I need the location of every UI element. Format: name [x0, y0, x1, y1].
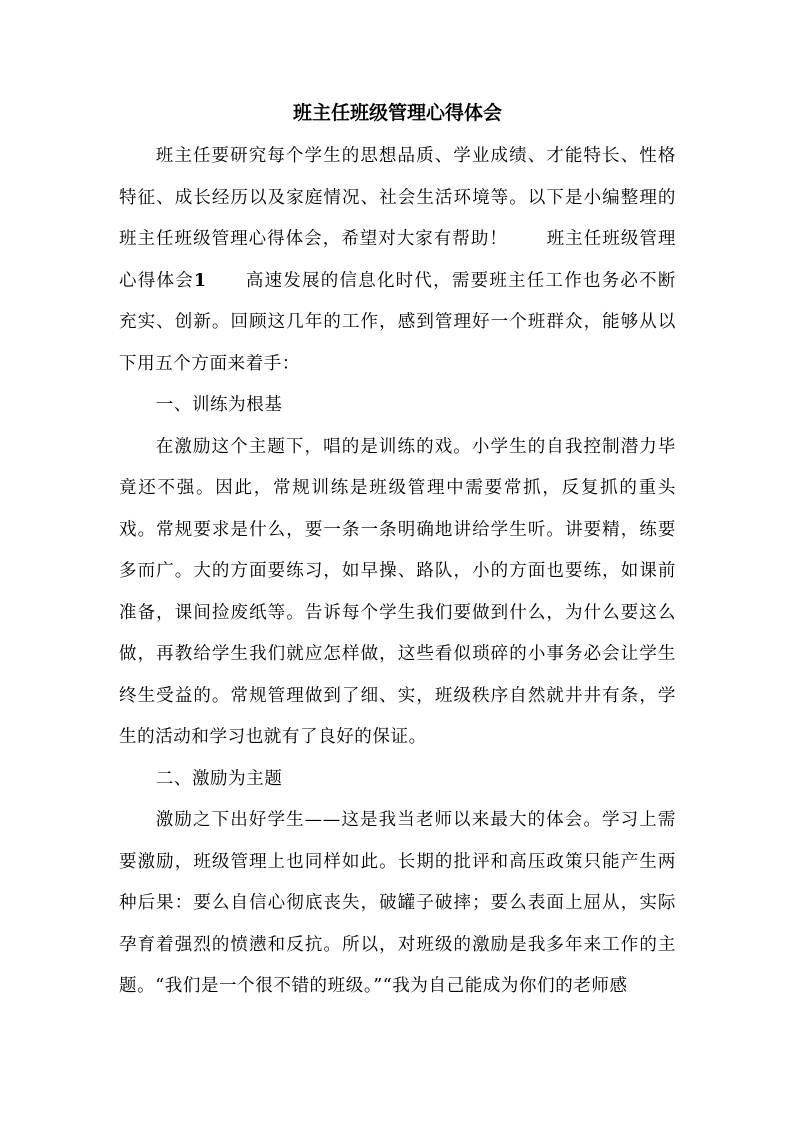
section-heading-1: 一、训练为根基 [155, 395, 283, 415]
intro-text: 班主任要研究每个学生的思想品质、学业成绩、才能特长、性格特征、成长经历以及家庭情况、社会生活环境等。以下是小编整理的班主任班级管理心得体会，希望对大家有帮助！ [119, 146, 676, 249]
intro-continuation: 高速发展的信息化时代，需要班主任工作也务必不断充实、创新。回顾这几年的工作，感到管理好一个班群众，能够从以下用五个方面来着手： [119, 270, 676, 374]
section-body-1: 在激励这个主题下，唱的是训练的戏。小学生的自我控制潜力毕竟还不强。因此，常规训练是班级管理中需要常抓，反复抓的重头戏。常规要求是什么，要一条一条明确地讲给学生听。讲要精，练要多而广。大的方面要练习，如早操、路队，小的方面也要练，如课前准备，课间捡废纸等。告诉每个学生我们要做到什么，为什么要这么做，再教给学生我们就应怎样做，这些看似琐碎的小事务必会让学生终生受益的。常规管理做到了细、实，班级秩序自然就井井有条，学生的活动和学习也就有了良好的保证。 [119, 436, 676, 747]
document-title: 班主任班级管理心得体会 [292, 102, 502, 124]
subtitle-number: 1 [193, 270, 207, 291]
document-body [119, 100, 676, 1008]
section-body-2: 激励之下出好学生——这是我当老师以来最大的体会。学习上需要激励，班级管理上也同样如此。长期的批评和高压政策只能产生两种后果：要么自信心彻底丧失，破罐子破摔；要么表面上屈从，实际孕育着强烈的愤懑和反抗。所以，对班级的激励是我多年来工作的主题。“我们是一个很不错的班级。”“我为自己能成为你们的老师感 [119, 810, 676, 996]
intro-paragraph [119, 136, 676, 385]
section-heading-2: 二、激励为主题 [155, 768, 283, 789]
subtitle-text: 班主任班级管理心得体会 [119, 229, 676, 291]
